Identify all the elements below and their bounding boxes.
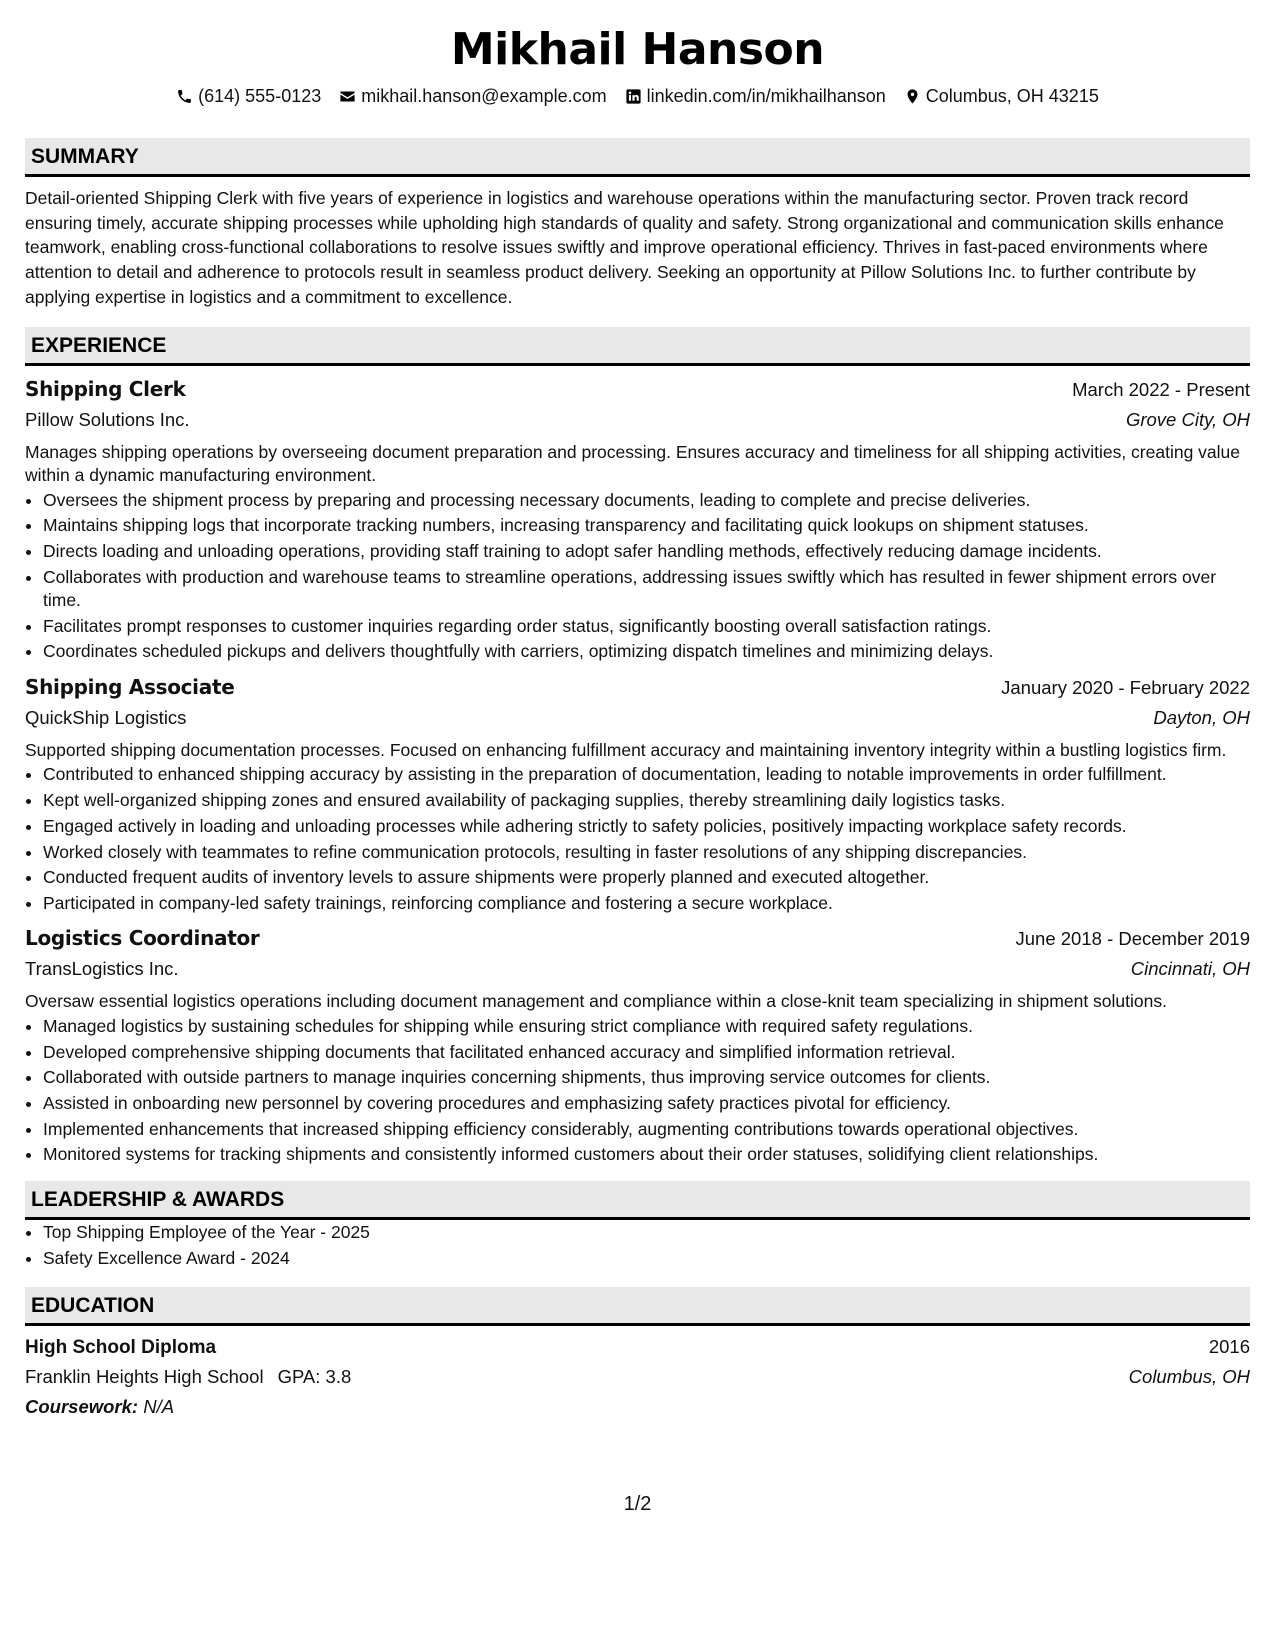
job-entry-shipping-associate — [25, 672, 1250, 915]
school-location: Columbus, OH — [1128, 1366, 1250, 1388]
job-dates: June 2018 - December 2019 — [1015, 928, 1250, 950]
awards-heading: LEADERSHIP & AWARDS — [25, 1181, 1250, 1220]
list-item: • Contributed to enhanced shipping accuracy by assisting in the preparation of documentation, leading to notable improvements in order fulfillment. — [43, 763, 1250, 787]
candidate-name: Mikhail Hanson — [450, 24, 825, 75]
job-location: Dayton, OH — [1153, 706, 1250, 728]
list-item: • Directs loading and unloading operations, providing staff training to adopt safer handling methods, effectively reducing damage incidents. — [43, 540, 1250, 564]
summary-text: Detail-oriented Shipping Clerk with five years of experience in logistics and warehouse operations within the manufacturing sector. Proven track record ensuring timely, accurate shipping processes while upholding high standards of quality and safety. Strong organizational and communication skills enhance teamwork, enabling cross-functional collaborations to resolve issues swiftly and improve operational efficiency. Thrives in fast-paced environments where attention to detail and adherence to protocols result in seamless product delivery. Seeking an opportunity at Pillow Solutions Inc. to further contribute by applying expertise in logistics and a commitment to excellence. — [25, 188, 1224, 307]
experience-heading: EXPERIENCE — [25, 327, 1250, 366]
company-name: Pillow Solutions Inc. — [25, 408, 190, 430]
list-item: • Kept well-organized shipping zones and ensured availability of packaging supplies, thereby streamlining daily logistics tasks. — [43, 789, 1250, 813]
education-entry — [25, 1332, 1250, 1421]
list-item: • Developed comprehensive shipping documents that facilitated enhanced accuracy and simplified information retrieval. — [43, 1041, 1250, 1065]
list-item: • Oversees the shipment process by preparing and processing necessary documents, leading to complete and precise deliveries. — [43, 489, 1250, 513]
job-dates: March 2022 - Present — [1072, 378, 1250, 400]
linkedin-icon — [625, 88, 642, 105]
contact-linkedin[interactable] — [625, 84, 886, 108]
contact-phone — [176, 84, 321, 108]
list-item: • Assisted in onboarding new personnel by covering procedures and emphasizing safety practices pivotal for efficiency. — [43, 1092, 1250, 1116]
award-item: • Safety Excellence Award - 2024 — [43, 1247, 1250, 1271]
list-item: • Coordinates scheduled pickups and delivers thoughtfully with carriers, optimizing dispatch timelines and minimizing delays. — [43, 640, 1250, 664]
job-description: Manages shipping operations by overseeing document preparation and processing. Ensures accuracy and timeliness for all shipping activities, creating value within a dynamic manufacturing environment. — [25, 441, 1240, 486]
list-item: • Maintains shipping logs that incorporate tracking numbers, increasing transparency and facilitating quick lookups on shipment statuses. — [43, 514, 1250, 538]
coursework — [25, 1392, 1250, 1421]
list-item: • Collaborates with production and warehouse teams to streamline operations, addressing issues swiftly which has resulted in fewer shipment errors over time. — [43, 566, 1250, 613]
summary-heading: SUMMARY — [25, 138, 1250, 177]
list-item: • Participated in company-led safety trainings, reinforcing compliance and fostering a secure workplace. — [43, 892, 1250, 916]
job-entry-logistics-coordinator — [25, 923, 1250, 1166]
list-item: • Facilitates prompt responses to customer inquiries regarding order status, significantly boosting overall satisfaction ratings. — [43, 615, 1250, 639]
job-bullets — [25, 763, 1250, 915]
job-description: Oversaw essential logistics operations including document management and compliance within a close-knit team specializing in shipment solutions. — [25, 991, 1167, 1012]
gpa: GPA: 3.8 — [277, 1366, 352, 1388]
school-name: Franklin Heights High School — [25, 1366, 264, 1388]
job-bullets — [25, 1015, 1250, 1167]
location-text: Columbus, OH 43215 — [925, 86, 1099, 106]
job-location: Grove City, OH — [1125, 408, 1250, 430]
list-item: • Implemented enhancements that increased shipping efficiency considerably, augmenting contributions towards operational objectives. — [43, 1118, 1250, 1142]
job-location: Cincinnati, OH — [1130, 958, 1250, 980]
education-heading: EDUCATION — [25, 1287, 1250, 1326]
job-entry-shipping-clerk — [25, 374, 1250, 664]
coursework-value: N/A — [143, 1396, 175, 1418]
list-item: • Conducted frequent audits of inventory levels to assure shipments were properly planned and executed altogether. — [43, 866, 1250, 890]
phone-icon — [176, 88, 193, 105]
page-number: 1/2 — [623, 1493, 652, 1515]
contact-bar — [25, 84, 1250, 108]
degree-title: High School Diploma — [25, 1337, 217, 1359]
job-description: Supported shipping documentation processes. Focused on enhancing fulfillment accuracy and maintaining inventory integrity within a bustling logistics firm. — [25, 739, 1227, 760]
contact-location — [904, 84, 1099, 108]
list-item: • Worked closely with teammates to refine communication protocols, resulting in faster resolutions of any shipping discrepancies. — [43, 841, 1250, 865]
awards-list — [25, 1221, 1250, 1270]
graduation-year: 2016 — [1208, 1336, 1250, 1358]
job-dates: January 2020 - February 2022 — [1001, 676, 1250, 698]
linkedin-text[interactable]: linkedin.com/in/mikhailhanson — [646, 86, 886, 106]
award-item: • Top Shipping Employee of the Year - 2025 — [43, 1221, 1250, 1245]
list-item: • Collaborated with outside partners to manage inquiries concerning shipments, thus improving service outcomes for clients. — [43, 1066, 1250, 1090]
job-bullets — [25, 489, 1250, 664]
list-item: • Monitored systems for tracking shipments and consistently informed customers about their order statuses, solidifying client relationships. — [43, 1143, 1250, 1167]
company-name: TransLogistics Inc. — [25, 958, 179, 980]
envelope-icon — [339, 88, 356, 105]
map-marker-icon — [904, 88, 921, 105]
company-name: QuickShip Logistics — [25, 706, 187, 728]
contact-email[interactable] — [339, 84, 606, 108]
coursework-label: Coursework: — [25, 1396, 139, 1418]
phone-text: (614) 555-0123 — [198, 86, 322, 106]
job-title: Shipping Clerk — [25, 376, 186, 401]
list-item: • Engaged actively in loading and unloading processes while adhering strictly to safety policies, positively impacting workplace safety records. — [43, 815, 1250, 839]
email-text[interactable]: mikhail.hanson@example.com — [361, 86, 607, 106]
resume-content — [25, 20, 1250, 1421]
list-item: • Managed logistics by sustaining schedules for shipping while ensuring strict compliance with required safety regulations. — [43, 1015, 1250, 1039]
job-title: Logistics Coordinator — [25, 926, 260, 951]
job-title: Shipping Associate — [25, 674, 235, 699]
